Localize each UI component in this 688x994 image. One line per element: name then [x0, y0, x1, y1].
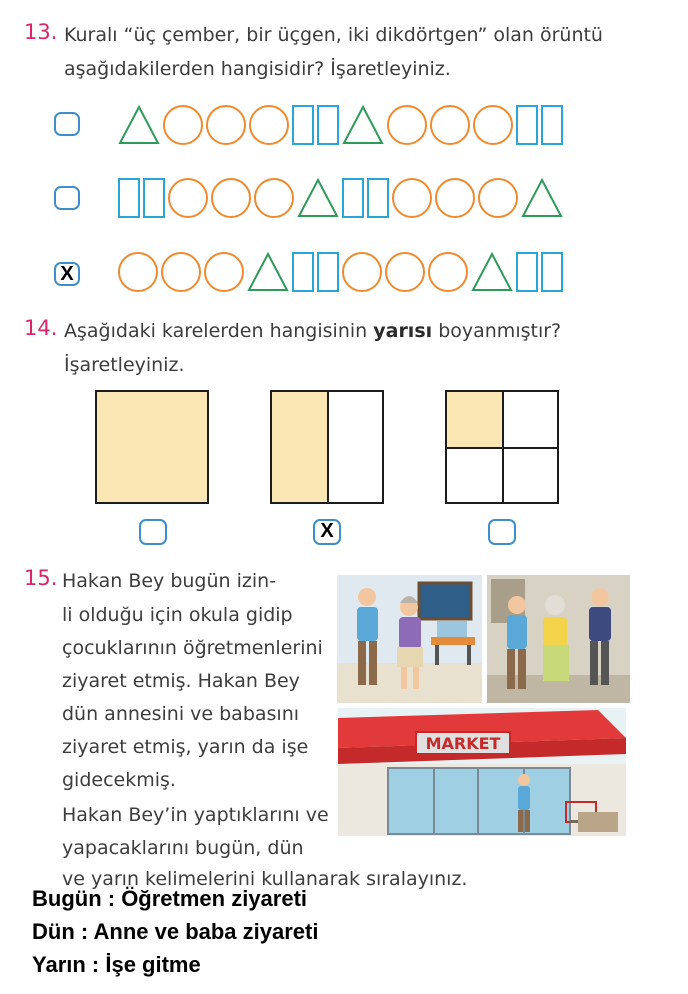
classroom-illustration [337, 575, 482, 703]
circle-shape [428, 252, 468, 292]
rectangle-shape [143, 178, 165, 218]
question-15-number: 15. [24, 566, 58, 590]
circle-shape [392, 178, 432, 218]
circle-shape [163, 105, 203, 145]
q13-option-a-pattern [118, 103, 563, 147]
question-13-text-line-2: aşağıdakilerden hangisidir? İşaretleyiniz. [64, 58, 451, 80]
circle-shape [435, 178, 475, 218]
q13-option-b-pattern [118, 176, 563, 220]
triangle-shape [118, 105, 160, 145]
q13-option-a-checkbox[interactable] [54, 112, 80, 136]
answer-line-yarin: Yarın : İşe gitme [32, 952, 201, 977]
circle-shape [342, 252, 382, 292]
parents-visit-illustration [487, 575, 630, 703]
q13-option-b-checkbox[interactable] [54, 186, 80, 210]
circle-shape [478, 178, 518, 218]
circle-shape [254, 178, 294, 218]
q13-option-c-checkbox[interactable]: X [54, 262, 80, 286]
question-15-text-line: li olduğu için okula gidip [62, 604, 293, 626]
circle-shape [249, 105, 289, 145]
question-15-text-line: ziyaret etmiş, yarın da işe [62, 736, 309, 758]
market-illustration [338, 708, 626, 836]
circle-shape [204, 252, 244, 292]
rectangle-shape [317, 252, 339, 292]
question-15-text-line: Hakan Bey’in yaptıklarını ve [62, 804, 329, 826]
question-15-text-line: yapacaklarını bugün, dün [62, 837, 304, 859]
answer-line-dun: Dün : Anne ve baba ziyareti [32, 919, 319, 944]
shaded-region [97, 392, 207, 502]
divider-line [327, 392, 329, 502]
circle-shape [211, 178, 251, 218]
shaded-region [447, 392, 502, 447]
triangle-shape [297, 178, 339, 218]
triangle-shape [471, 252, 513, 292]
rectangle-shape [516, 252, 538, 292]
rectangle-shape [118, 178, 140, 218]
rectangle-shape [317, 105, 339, 145]
circle-shape [118, 252, 158, 292]
square-fully-shaded [95, 390, 209, 504]
triangle-shape [342, 105, 384, 145]
question-15-text-line: ziyaret etmiş. Hakan Bey [62, 670, 300, 692]
question-15-text-line: çocuklarının öğretmenlerini [62, 637, 323, 659]
rectangle-shape [541, 252, 563, 292]
question-14-number: 14. [24, 316, 58, 340]
question-15-text-line: dün annesini ve babasını [62, 703, 300, 725]
rectangle-shape [367, 178, 389, 218]
square-half-shaded [270, 390, 384, 504]
triangle-shape [521, 178, 563, 218]
shaded-region [272, 392, 327, 502]
rectangle-shape [292, 105, 314, 145]
q14-option-c-checkbox[interactable] [488, 519, 516, 545]
triangle-shape [247, 252, 289, 292]
question-14-text-line-1: Aşağıdaki karelerden hangisinin yarısı boyanmıştır? [64, 320, 562, 342]
circle-shape [385, 252, 425, 292]
rectangle-shape [541, 105, 563, 145]
rectangle-shape [292, 252, 314, 292]
circle-shape [473, 105, 513, 145]
square-quarter-shaded [445, 390, 559, 504]
circle-shape [168, 178, 208, 218]
rectangle-shape [516, 105, 538, 145]
circle-shape [387, 105, 427, 145]
question-15-text-line: ve yarın kelimelerini kullanarak sıralayınız. [62, 868, 468, 890]
question-15-text-line: gidecekmiş. [62, 769, 176, 791]
question-13-number: 13. [24, 20, 58, 44]
question-14-text-line-2: İşaretleyiniz. [64, 354, 185, 376]
circle-shape [161, 252, 201, 292]
question-13-text-line-1: Kuralı “üç çember, bir üçgen, iki dikdörtgen” olan örüntü [64, 24, 603, 46]
q14-option-a-checkbox[interactable] [139, 519, 167, 545]
market-sign-text: MARKET [425, 734, 501, 753]
rectangle-shape [342, 178, 364, 218]
question-15-text-line: Hakan Bey bugün izin- [62, 570, 277, 592]
q14-option-b-checkbox[interactable]: X [313, 519, 341, 545]
circle-shape [430, 105, 470, 145]
q13-option-c-pattern [118, 250, 563, 294]
answer-line-bugun: Bugün : Öğretmen ziyareti [32, 886, 308, 911]
circle-shape [206, 105, 246, 145]
divider-line [447, 447, 557, 449]
